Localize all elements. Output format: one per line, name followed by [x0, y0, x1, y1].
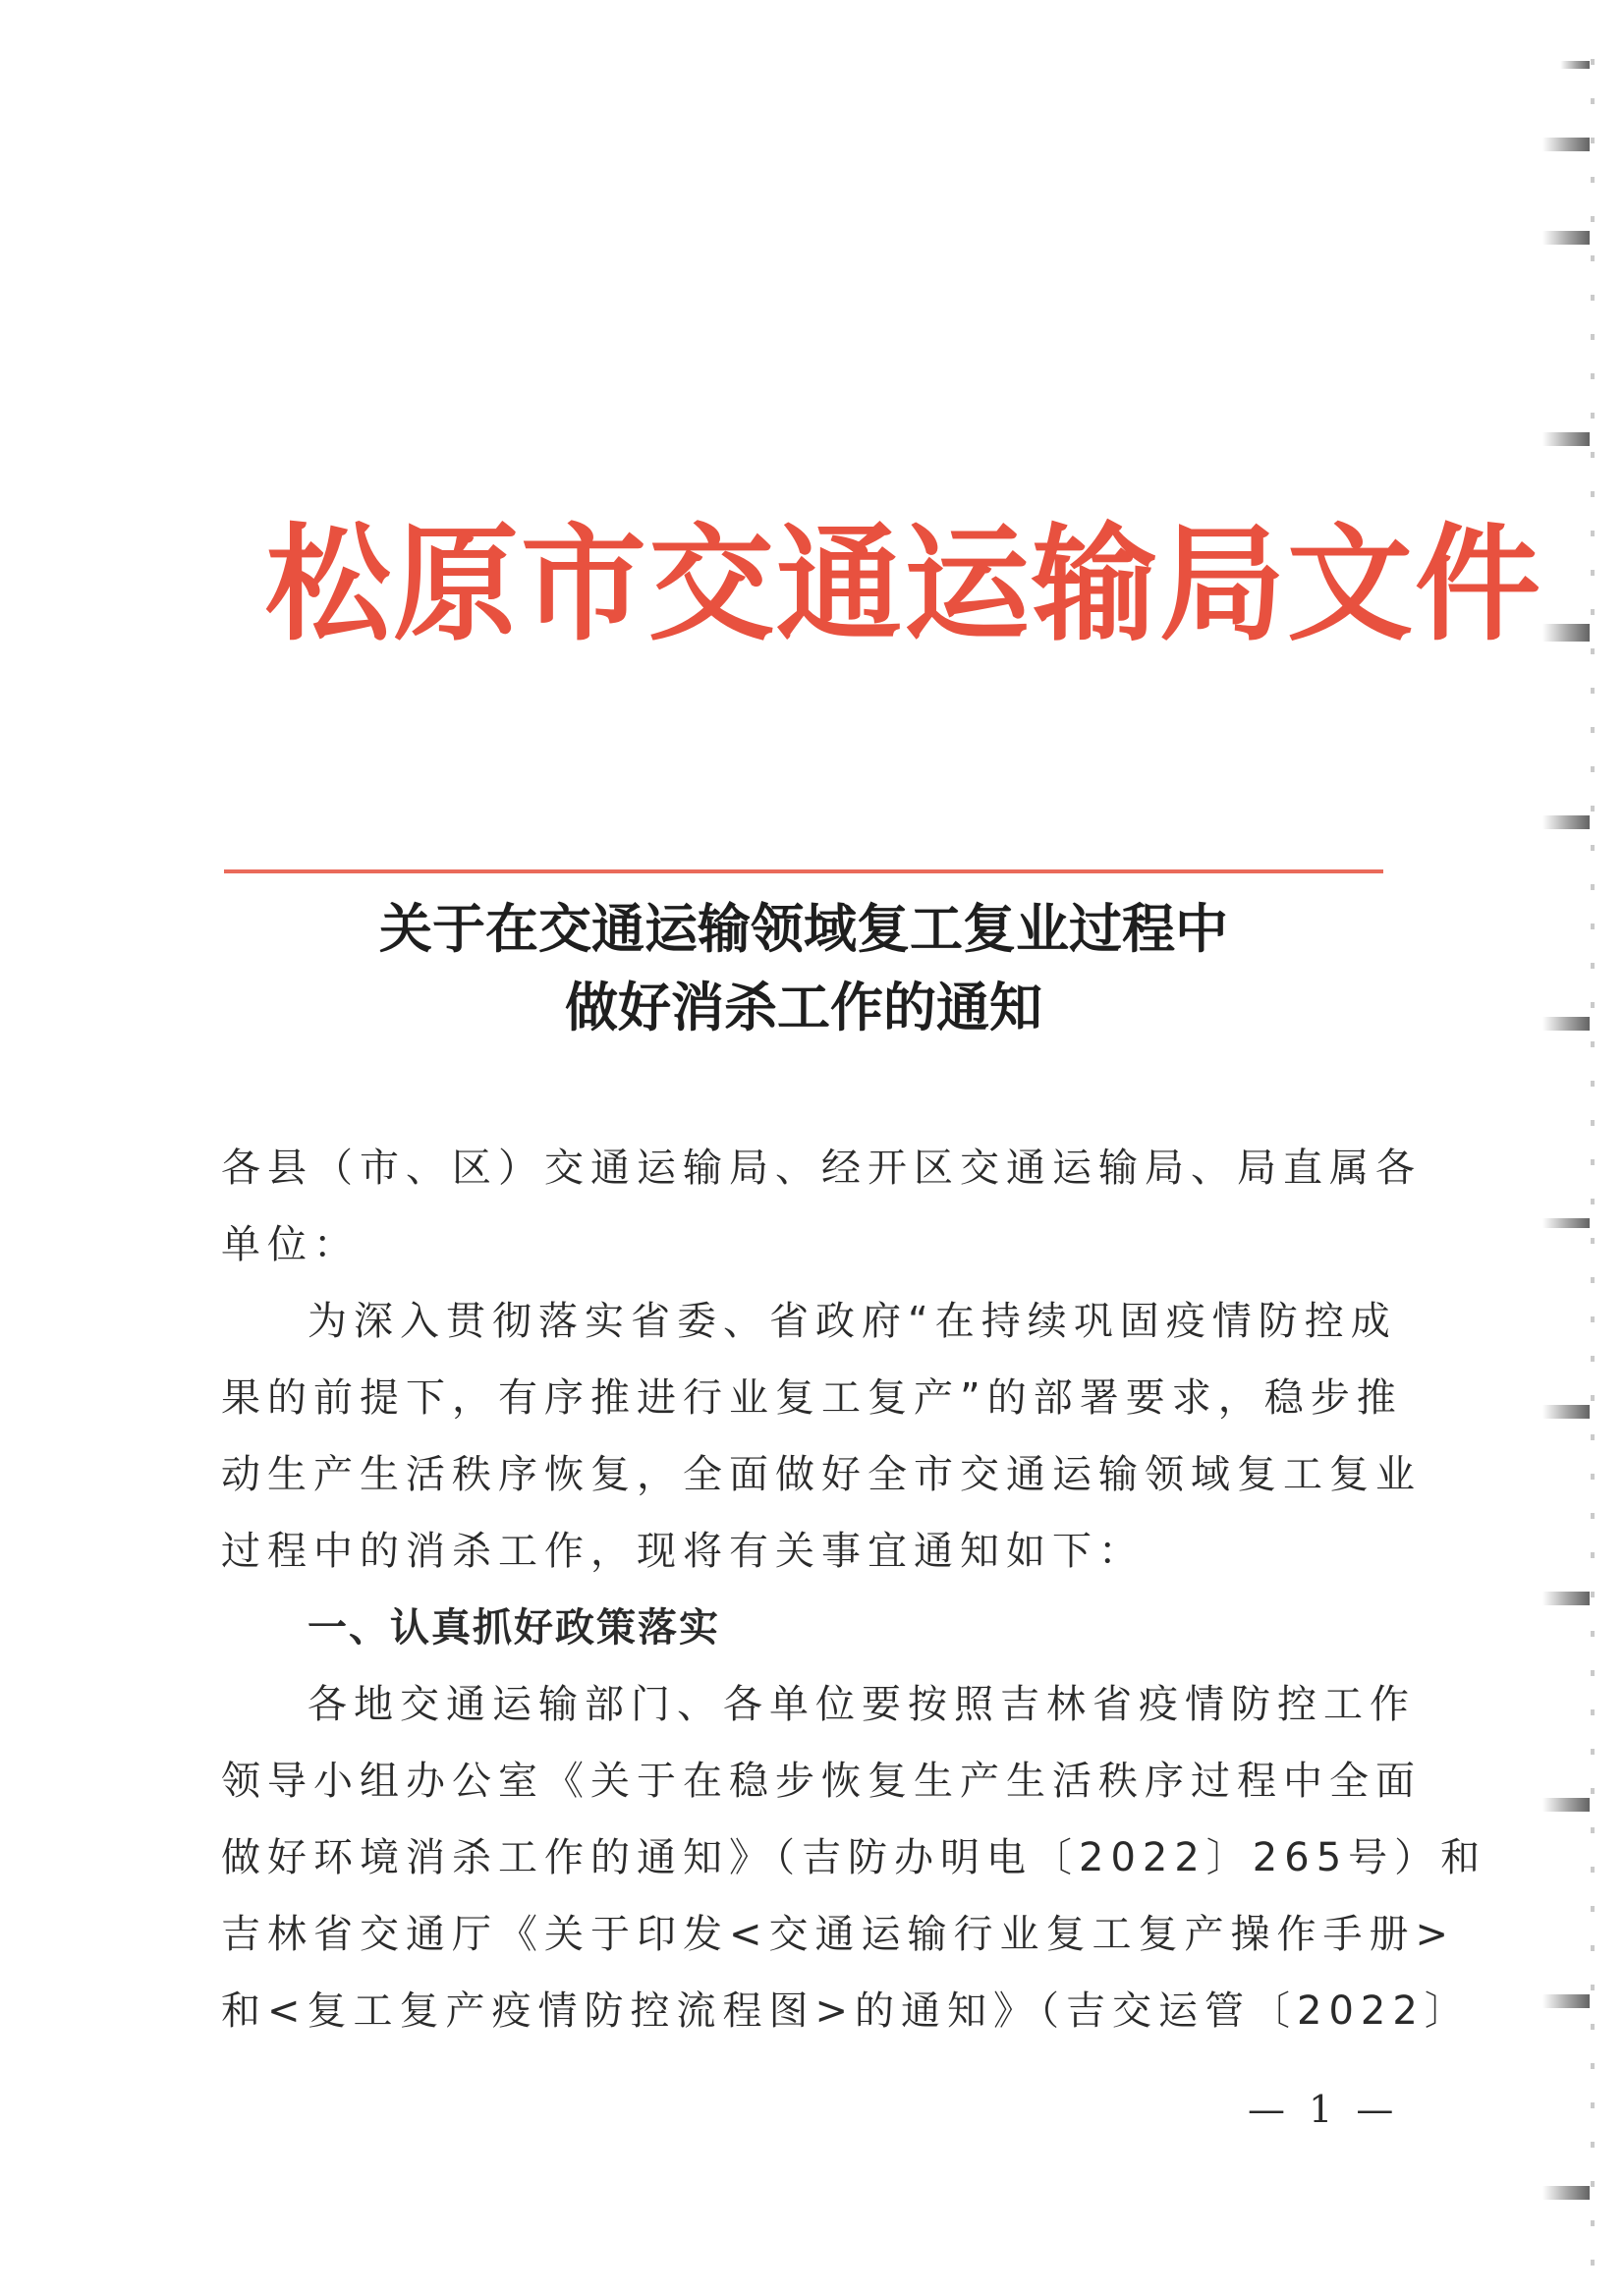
paragraph-1-line-3: 动生产生活秩序恢复，全面做好全市交通运输领域复工复业 [221, 1452, 1422, 1497]
notice-title-line-2: 做好消杀工作的通知 [565, 976, 1042, 1038]
paragraph-2-line-2: 领导小组办公室《关于在稳步恢复生产生活秩序过程中全面 [221, 1759, 1422, 1804]
paragraph-1-line-4: 过程中的消杀工作，现将有关事宜通知如下： [221, 1529, 1145, 1574]
notice-title-line-1: 关于在交通运输领域复工复业过程中 [379, 897, 1228, 960]
scan-mark [1560, 61, 1590, 69]
scan-mark [1542, 1994, 1590, 2008]
paragraph-2-line-1: 各地交通运输部门、各单位要按照吉林省疫情防控工作 [308, 1682, 1416, 1727]
scan-mark [1542, 432, 1590, 446]
scan-mark [1542, 1798, 1590, 1812]
paragraph-2-line-5: 和<复工复产疫情防控流程图>的通知》（吉交运管〔2022〕 [221, 1988, 1471, 2034]
paragraph-2-line-4: 吉林省交通厅《关于印发<交通运输行业复工复产操作手册> [221, 1912, 1456, 1957]
page-number: — 1 — [1248, 2088, 1400, 2131]
scan-mark [1542, 231, 1590, 245]
paragraph-1-line-1: 为深入贯彻落实省委、省政府“在持续巩固疫情防控成 [308, 1299, 1397, 1344]
paragraph-1-line-2: 果的前提下，有序推进行业复工复产”的部署要求，稳步推 [221, 1375, 1403, 1421]
scan-mark [1542, 2186, 1590, 2200]
scan-edge-line [1591, 59, 1595, 2279]
addressee-line-1: 各县（市、区）交通运输局、经开区交通运输局、局直属各 [221, 1146, 1422, 1191]
section-heading-1: 一、认真抓好政策落实 [308, 1604, 720, 1651]
scan-edge-artifacts [1516, 0, 1624, 2295]
paragraph-2-line-3: 做好环境消杀工作的通知》（吉防办明电〔2022〕265号）和 [221, 1835, 1487, 1880]
scan-mark [1542, 1405, 1590, 1419]
issuing-authority-header: 松原市交通运输局文件 [265, 511, 1543, 658]
scan-mark [1542, 1218, 1590, 1228]
scan-mark [1542, 1017, 1590, 1031]
scan-mark [1542, 138, 1590, 151]
scan-mark [1542, 815, 1590, 829]
red-separator-rule [224, 869, 1383, 873]
scan-mark [1542, 1592, 1590, 1605]
scan-mark [1542, 624, 1590, 642]
addressee-line-2: 单位： [221, 1222, 360, 1267]
